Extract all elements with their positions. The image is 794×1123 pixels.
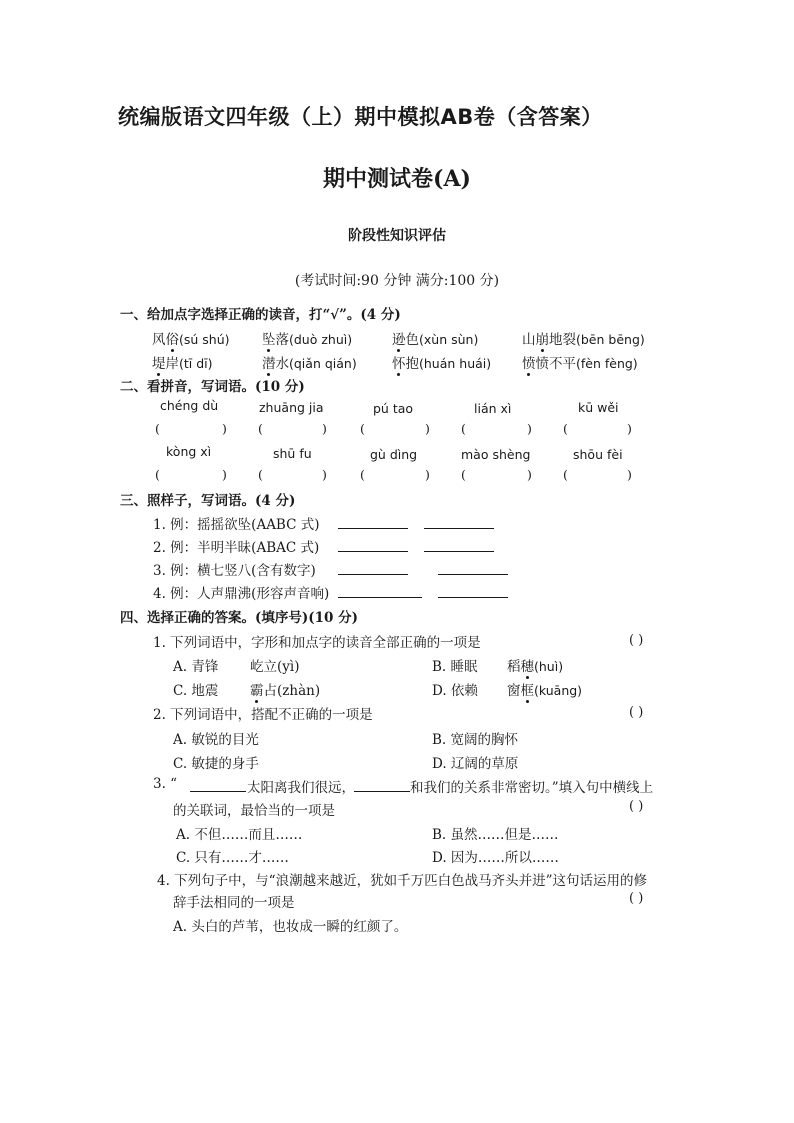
s3-item-2-blank-b[interactable] [424, 551, 494, 552]
q3-blank-1[interactable] [190, 791, 246, 792]
pinyin-1: chéng dù [160, 398, 219, 413]
pinyin-2: zhuāng jia [259, 400, 324, 415]
blank-3-close: ) [425, 421, 430, 436]
blank-2-open: ( [258, 421, 263, 436]
blank-8-open: ( [360, 467, 365, 482]
blank-7-open: ( [258, 467, 263, 482]
blank-7-close: ) [322, 467, 327, 482]
blank-8-close: ) [425, 467, 430, 482]
s3-item-4-blank-a[interactable] [338, 597, 422, 598]
q2-option-a: A. 敏锐的目光 [173, 732, 259, 748]
s3-item-1-blank-b[interactable] [424, 528, 494, 529]
blank-5-close: ) [627, 421, 632, 436]
blank-9-close: ) [527, 467, 532, 482]
q2-option-d: D. 辽阔的草原 [432, 756, 519, 772]
pinyin-8: gù dìng [370, 447, 418, 462]
s1-item-6: 潜水(qiǎn qián) [262, 352, 357, 372]
s1-item-8: 愤愤不平(fèn fèng) [522, 352, 638, 372]
s1-item-7: 怀抱(huán huái) [392, 352, 491, 372]
section-2-heading: 二、看拼音，写词语。(10 分) [120, 379, 305, 395]
blank-6-open: ( [155, 467, 160, 482]
s3-item-2: 2. 例：半明半昧(ABAC 式) [153, 540, 320, 556]
q3-part-1: 太阳离我们很远， [247, 780, 355, 796]
exam-title: 期中测试卷(A) [323, 166, 471, 192]
q1-answer-box[interactable]: ( ) [629, 633, 644, 648]
q1-option-a-word: 屹立(yì) [250, 659, 300, 675]
s3-item-1: 1. 例：摇摇欲坠(AABC 式) [153, 517, 320, 533]
s3-item-3: 3. 例：横七竖八(含有数字) [153, 563, 316, 579]
q1-option-d: D. 依赖 [432, 683, 478, 699]
s1-item-5: 堤岸(tī dī) [152, 352, 213, 372]
blank-1-close: ) [222, 421, 227, 436]
s3-item-3-blank-a[interactable] [338, 574, 408, 575]
pinyin-6: kòng xì [166, 444, 212, 459]
document-title: 统编版语文四年级（上）期中模拟AB卷（含答案） [118, 105, 603, 129]
s1-item-2: 坠落(duò zhuì) [262, 328, 352, 348]
s1-item-1: 风俗(sú shú) [152, 328, 230, 348]
q3-blank-2[interactable] [354, 791, 410, 792]
q3-option-b: B. 虽然……但是…… [432, 827, 559, 843]
blank-4-open: ( [461, 421, 466, 436]
exam-subtitle: 阶段性知识评估 [348, 228, 446, 244]
section-1-heading: 一、给加点字选择正确的读音，打“√”。(4 分) [120, 307, 401, 323]
s3-item-3-blank-b[interactable] [438, 574, 508, 575]
q2-option-c: C. 敏捷的身手 [173, 756, 259, 772]
q4-option-a: A. 头白的芦苇，也妆成一瞬的红颜了。 [173, 919, 408, 935]
pinyin-7: shū fu [273, 446, 312, 461]
pinyin-10: shōu fèi [573, 447, 623, 462]
q4-stem-line-1: 4. 下列句子中，与“浪潮越来越近，犹如千万匹白色战马齐头并进”这句话运用的修 [157, 873, 647, 889]
q4-answer-box[interactable]: ( ) [629, 891, 644, 906]
blank-10-close: ) [627, 467, 632, 482]
q3-option-d: D. 因为……所以…… [432, 850, 559, 866]
s3-item-4-blank-b[interactable] [438, 597, 508, 598]
q3-option-c: C. 只有……才…… [176, 850, 289, 866]
blank-6-close: ) [222, 467, 227, 482]
blank-4-close: ) [527, 421, 532, 436]
exam-info: (考试时间:90 分钟 满分:100 分) [294, 273, 500, 289]
blank-9-open: ( [461, 467, 466, 482]
pinyin-3: pú tao [373, 401, 414, 416]
s3-item-2-blank-a[interactable] [338, 551, 408, 552]
q1-option-a: A. 青锋 [173, 659, 219, 675]
blank-3-open: ( [360, 421, 365, 436]
q2-answer-box[interactable]: ( ) [629, 705, 644, 720]
pinyin-5: kū wěi [578, 400, 619, 415]
q1-option-b-word: 稻穗(huì) [507, 655, 563, 675]
blank-10-open: ( [563, 467, 568, 482]
blank-5-open: ( [563, 421, 568, 436]
q2-option-b: B. 宽阔的胸怀 [432, 732, 519, 748]
q3-option-a: A. 不但……而且…… [176, 827, 303, 843]
q3-stem-line-2: 的关联词，最恰当的一项是 [173, 803, 335, 819]
section-4-heading: 四、选择正确的答案。(填序号)(10 分) [120, 610, 359, 626]
q3-part-2: 和我们的关系非常密切。”填入句中横线上 [410, 780, 654, 796]
blank-2-close: ) [322, 421, 327, 436]
q1-option-b: B. 睡眠 [432, 659, 478, 675]
pinyin-9: mào shèng [461, 447, 531, 462]
s1-item-3: 逊色(xùn sùn) [392, 328, 478, 348]
q4-stem-line-2: 辞手法相同的一项是 [173, 895, 295, 911]
s3-item-4: 4. 例：人声鼎沸(形容声音响) [153, 586, 330, 602]
q1-option-c: C. 地震 [173, 683, 219, 699]
q1-option-d-word: 窗框(kuāng) [507, 679, 582, 699]
q3-answer-box[interactable]: ( ) [629, 799, 644, 814]
q1-option-c-word: 霸占(zhàn) [250, 679, 320, 699]
q1-stem: 1. 下列词语中，字形和加点字的读音全部正确的一项是 [153, 635, 481, 651]
section-3-heading: 三、照样子，写词语。(4 分) [120, 493, 296, 509]
q2-stem: 2. 下列词语中，搭配不正确的一项是 [153, 707, 373, 723]
blank-1-open: ( [155, 421, 160, 436]
pinyin-4: lián xì [474, 401, 512, 416]
q3-number: 3. “ [153, 776, 178, 792]
s3-item-1-blank-a[interactable] [338, 528, 408, 529]
s1-item-4: 山崩地裂(bēn bēng) [522, 328, 645, 348]
